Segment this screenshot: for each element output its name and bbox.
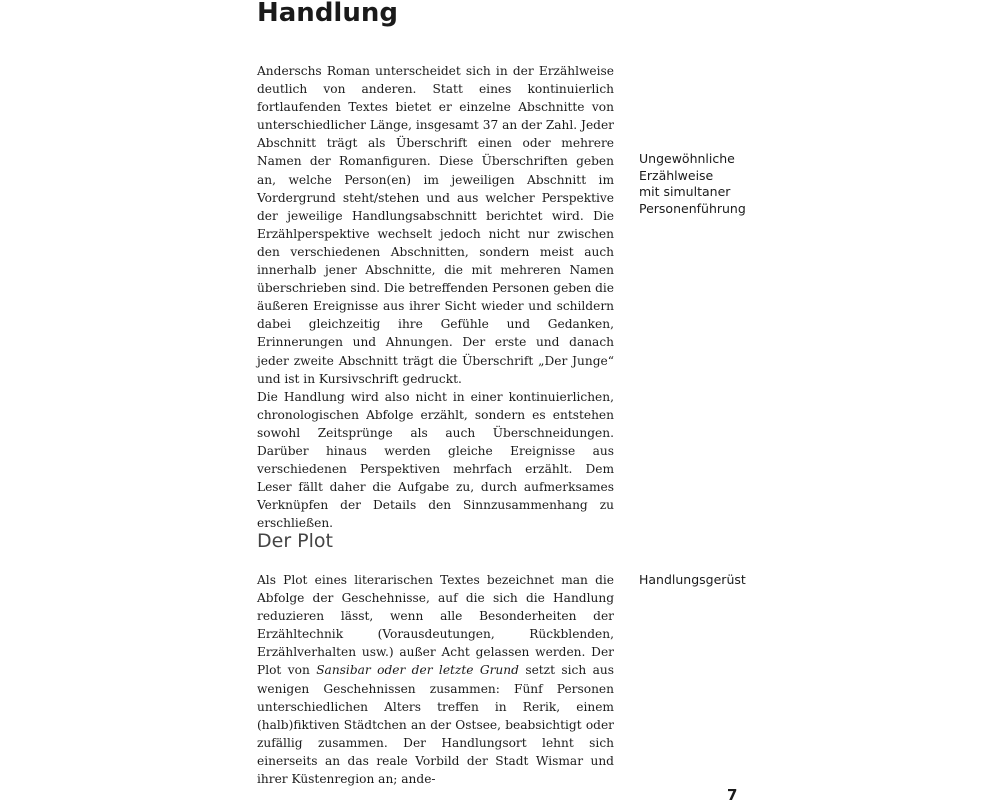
handlung-paragraph-2: Die Handlung wird also nicht in einer kontinuierlichen, chronologischen Abfolge erzählt, sondern es entstehen sowohl Zeitsprünge als auch Überschneidungen. Darüber hinaus werden gleiche Ereignisse aus verschiedenen Perspektiven mehrfach erzählt. Dem Leser fällt daher die Aufgabe zu, durch aufmerksames Verknüpfen der Details den Sinnzusammenhang zu erschließen. — [257, 389, 614, 531]
handlung-body — [257, 62, 614, 532]
margin-note-line: mit simultaner — [639, 184, 731, 199]
margin-note-line: Erzählweise — [639, 167, 714, 183]
plot-text-before-title: Als Plot eines literarischen Textes bezeichnet man die Abfolge der Geschehnisse, auf die sich die Handlung reduzieren lässt, wenn alle Besonderheiten der Erzähltechnik (Vorausdeutungen, Rückblenden, Erzählverhalten usw.) außer Acht gelassen werden. Der Plot von — [257, 573, 614, 678]
margin-note-plot-frame: Handlungsgerüst — [639, 572, 746, 587]
section-title-plot: Der Plot — [257, 530, 333, 552]
plot-paragraph — [257, 571, 614, 788]
chapter-title: Handlung — [257, 0, 398, 28]
margin-note-narrative-style — [639, 151, 779, 217]
plot-body — [257, 571, 614, 788]
page-number: 7 — [727, 786, 738, 804]
plot-text-after-title: setzt sich aus wenigen Geschehnissen zusammen: Fünf Personen unterschiedlichen Alters treffen in Rerik, einem (halb)fiktiven Städtchen an der Ostsee, beabsichtigt oder zufällig zusammen. Der Handlungsort lehnt sich einerseits an das reale Vorbild der Stadt Wismar und ihrer Küstenregion an; ande- — [257, 663, 614, 787]
margin-note-line: Personenführung — [639, 200, 746, 216]
handlung-paragraph-1: Anderschs Roman unterscheidet sich in der Erzählweise deutlich von anderen. Statt eines kontinuierlich fortlaufenden Textes bietet er einzelne Abschnitte von unterschiedlicher Länge, insgesamt 37 an der Zahl. Jeder Abschnitt trägt als Überschrift einen oder mehrere Namen der Romanfiguren. Diese Überschriften geben an, welche Person(en) im jeweiligen Abschnitt im Vordergrund steht/stehen und aus welcher Perspektive der jeweilige Handlungsabschnitt berichtet wird. Die Erzählperspektive wechselt jedoch nicht nur zwischen den verschiedenen Abschnitten, sondern meist auch innerhalb jener Abschnitte, die mit mehreren Namen überschrieben sind. Die betreffenden Personen geben die äußeren Ereignisse aus ihrer Sicht wieder und schildern dabei gleichzeitig ihre Gefühle und Gedanken, Erinnerungen und Ahnungen. Der erste und danach jeder zweite Abschnitt trägt die Überschrift „Der Junge“ und ist in Kursivschrift gedruckt. — [257, 64, 614, 386]
margin-note-line: Ungewöhnliche — [639, 151, 735, 166]
book-title-italic: Sansibar oder der letzte Grund — [316, 663, 519, 678]
